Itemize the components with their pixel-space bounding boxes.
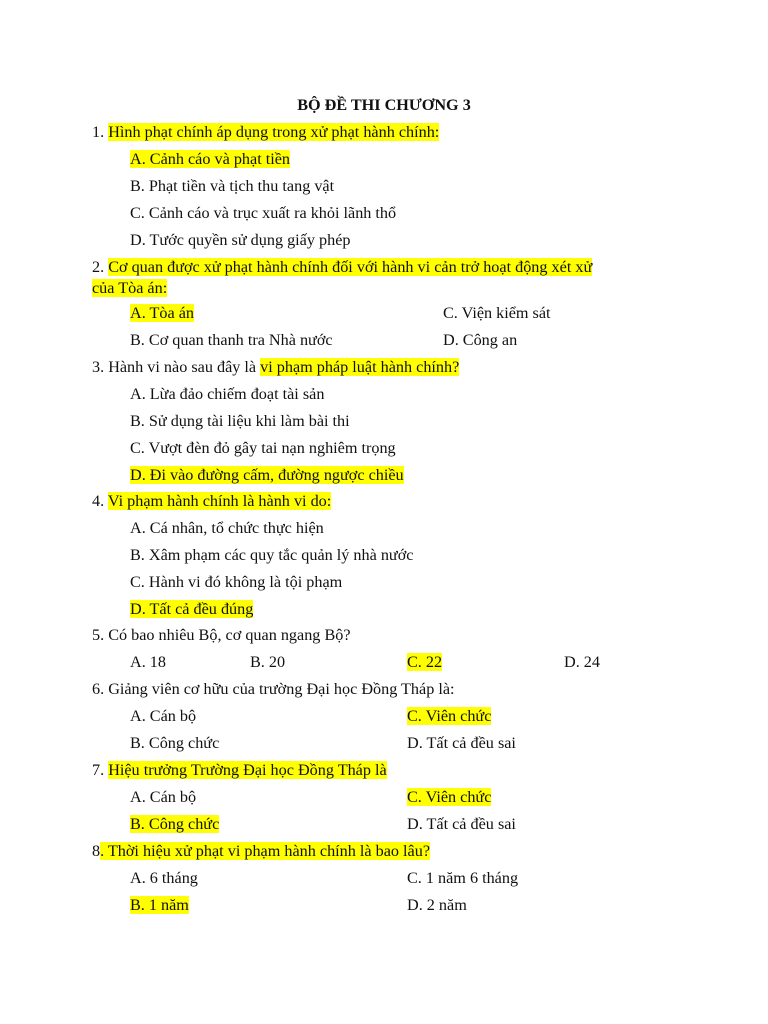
- q6-option-a: A. Cán bộ: [130, 707, 197, 725]
- q7-option-d: D. Tất cả đều sai: [407, 815, 516, 833]
- q6-option-d: D. Tất cả đều sai: [407, 734, 516, 752]
- q2-option-a: [130, 302, 194, 324]
- question-2-line-2: [92, 277, 167, 299]
- q7-option-a: A. Cán bộ: [130, 788, 197, 806]
- question-1: [92, 121, 439, 143]
- question-4: [92, 490, 331, 512]
- question-5: 5. Có bao nhiêu Bộ, cơ quan ngang Bộ?: [92, 626, 351, 644]
- option-label: B. Công chức: [130, 815, 220, 833]
- option-label: C. 22: [407, 653, 443, 671]
- question-7: [92, 759, 387, 781]
- q3-option-a: A. Lừa đảo chiếm đoạt tài sản: [130, 385, 325, 403]
- q8-option-c: C. 1 năm 6 tháng: [407, 869, 519, 887]
- q8-option-d: D. 2 năm: [407, 896, 467, 914]
- q1-option-a: [130, 148, 290, 170]
- q6-option-c: [407, 705, 491, 727]
- option-label: C. Viên chức: [407, 788, 492, 806]
- question-highlight: vi phạm pháp luật hành chính?: [260, 358, 460, 376]
- option-label: D. Đi vào đường cấm, đường ngược chiều: [130, 466, 404, 484]
- q4-option-c: C. Hành vi đó không là tội phạm: [130, 573, 343, 591]
- question-text: Cơ quan được xử phạt hành chính đối với hành vi cản trở hoạt động xét xử: [108, 258, 593, 276]
- q7-option-b: [130, 813, 219, 835]
- question-text: của Tòa án:: [92, 279, 168, 297]
- option-label: B. 1 năm: [130, 896, 189, 914]
- option-label: A. Cảnh cáo và phạt tiền: [130, 150, 291, 168]
- question-text: . Thời hiệu xử phạt vi phạm hành chính là bao lâu?: [100, 842, 431, 860]
- question-number: 8: [92, 842, 101, 860]
- q8-option-a: A. 6 tháng: [130, 869, 198, 887]
- question-2-line-1: [92, 256, 592, 278]
- question-number: 4.: [92, 492, 108, 510]
- q3-option-b: B. Sử dụng tài liệu khi làm bài thi: [130, 412, 350, 430]
- q5-option-d: D. 24: [564, 653, 600, 671]
- q7-option-c: [407, 786, 491, 808]
- q4-option-b: B. Xâm phạm các quy tắc quản lý nhà nước: [130, 546, 414, 564]
- q6-option-b: B. Công chức: [130, 734, 220, 752]
- q2-option-b: B. Cơ quan thanh tra Nhà nước: [130, 331, 333, 349]
- question-number: 1.: [92, 123, 109, 141]
- option-label: C. Viên chức: [407, 707, 492, 725]
- q3-option-d: [130, 464, 404, 486]
- q1-option-d: D. Tước quyền sử dụng giấy phép: [130, 231, 351, 249]
- q1-option-b: B. Phạt tiền và tịch thu tang vật: [130, 177, 335, 195]
- page-title: BỘ ĐỀ THI CHƯƠNG 3: [297, 96, 471, 114]
- q3-option-c: C. Vượt đèn đỏ gây tai nạn nghiêm trọng: [130, 439, 396, 457]
- q4-option-d: [130, 598, 253, 620]
- q2-option-d: D. Công an: [443, 331, 518, 349]
- question-3: [92, 356, 459, 378]
- q5-option-a: A. 18: [130, 653, 166, 671]
- question-number: 7.: [92, 761, 109, 779]
- q5-option-c: [407, 651, 442, 673]
- q2-option-c: C. Viện kiểm sát: [443, 304, 551, 322]
- q5-option-b: B. 20: [250, 653, 286, 671]
- option-label: A. Tòa án: [130, 304, 194, 322]
- question-text: Hình phạt chính áp dụng trong xử phạt hành chính:: [108, 123, 440, 141]
- q8-option-b: [130, 894, 189, 916]
- question-number: 2.: [92, 258, 109, 276]
- question-text: 3. Hành vi nào sau đây là: [92, 358, 261, 376]
- q4-option-a: A. Cá nhân, tổ chức thực hiện: [130, 519, 324, 537]
- question-6: 6. Giảng viên cơ hữu của trường Đại học Đồng Tháp là:: [92, 680, 455, 698]
- question-8: [92, 840, 430, 862]
- question-text: Vi phạm hành chính là hành vi do:: [107, 492, 332, 510]
- option-label: D. Tất cả đều đúng: [130, 600, 254, 618]
- q1-option-c: C. Cảnh cáo và trục xuất ra khỏi lãnh thổ: [130, 204, 397, 222]
- question-text: Hiệu trưởng Trường Đại học Đồng Tháp là: [108, 761, 387, 779]
